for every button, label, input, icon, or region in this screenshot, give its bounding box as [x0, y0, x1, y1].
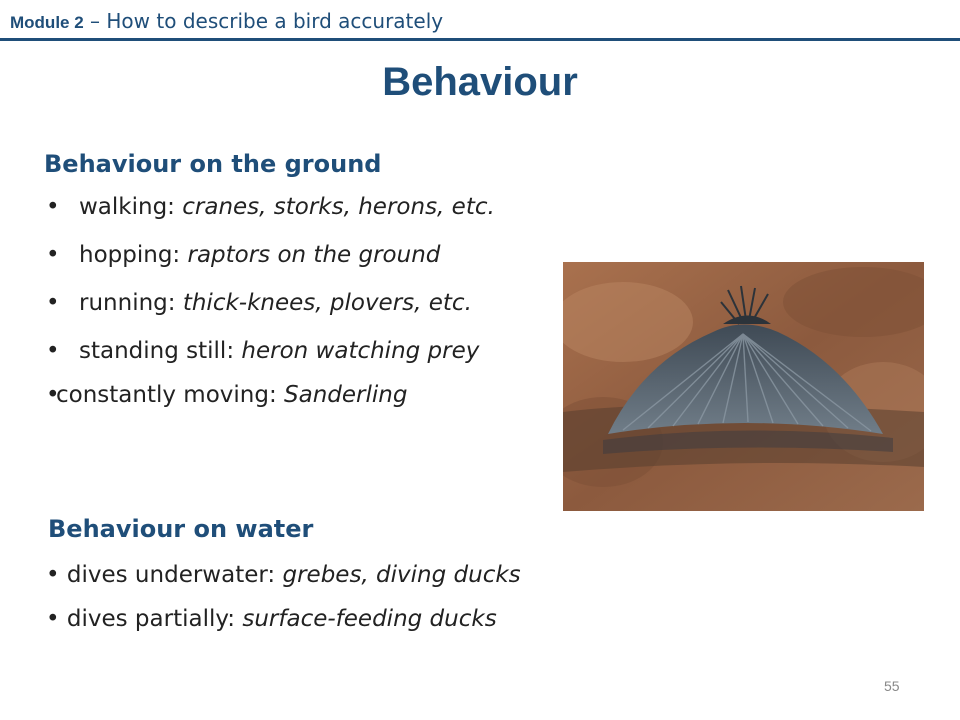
item-term: running: — [79, 290, 183, 316]
page-number: 55 — [884, 678, 900, 694]
item-examples: surface-feeding ducks — [242, 606, 497, 632]
item-examples: cranes, storks, herons, etc. — [182, 194, 495, 220]
black-heron-photo — [563, 262, 924, 511]
bullet-marker: • — [46, 242, 60, 268]
bullet-marker: • — [46, 338, 60, 364]
item-term: dives partially: — [66, 606, 243, 632]
header-divider — [0, 38, 960, 41]
item-term: walking: — [79, 194, 183, 220]
item-term: hopping: — [79, 242, 188, 268]
slide-title: Behaviour — [382, 60, 578, 104]
item-term: standing still: — [79, 338, 242, 364]
item-examples: raptors on the ground — [187, 242, 441, 268]
ground-item-constantly-moving — [46, 382, 407, 408]
bullet-marker: • — [46, 562, 67, 588]
water-item-dives-underwater — [46, 562, 521, 588]
ground-section-heading: Behaviour on the ground — [44, 150, 382, 178]
item-term: dives underwater: — [66, 562, 283, 588]
item-examples: heron watching prey — [241, 338, 480, 364]
ground-item-hopping — [46, 242, 440, 268]
module-label: Module 2 — [10, 13, 84, 32]
module-subtitle: – How to describe a bird accurately — [83, 9, 444, 33]
water-section-heading: Behaviour on water — [48, 515, 314, 543]
bullet-marker: • — [46, 290, 60, 316]
item-examples: thick-knees, plovers, etc. — [182, 290, 472, 316]
ground-item-running — [46, 290, 472, 316]
item-examples: grebes, diving ducks — [282, 562, 521, 588]
item-examples: Sanderling — [284, 382, 408, 408]
ground-item-standing-still — [46, 338, 479, 364]
item-term: constantly moving: — [56, 382, 285, 408]
bullet-marker: • — [46, 194, 60, 220]
ground-item-walking — [46, 194, 495, 220]
water-item-dives-partially — [46, 606, 497, 632]
bullet-marker: • — [46, 382, 60, 408]
module-header — [10, 6, 443, 36]
heron-illustration — [563, 262, 924, 511]
bullet-marker: • — [46, 606, 67, 632]
